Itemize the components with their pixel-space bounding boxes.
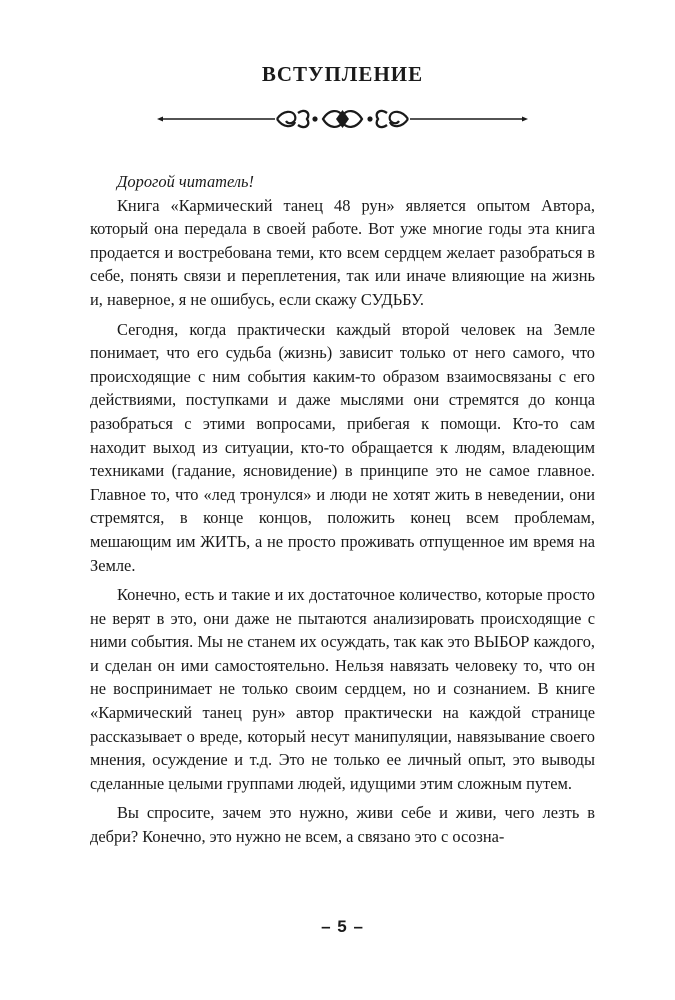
paragraph: Сегодня, когда практически каждый второй человек на Земле понимает, что его судьба (жизнь) зависит только от него самого, что происходящие с ним события каким-то образом взаимосвязаны с его действиями, поступками и даже мыслями они стремятся до конца разобраться с этими вопросами, прибегая к помощи. Кто-то сам находит выход из ситуации, кто-то обращается к людям, владеющим техниками (гадание, ясновидение) в принципе это не самое главное. Главное то, что «лед тронулся» и люди не хотят жить в неведении, они стремятся, в конце концов, положить конец всем проблемам, мешающим им ЖИТЬ, а не просто проживать отпущенное им время на Земле.	[90, 319, 595, 575]
chapter-heading: ВСТУПЛЕНИЕ	[261, 62, 424, 86]
book-page	[90, 0, 595, 1000]
body-text	[90, 170, 595, 855]
flourish-divider-icon	[155, 104, 530, 134]
paragraph: Конечно, есть и такие и их достаточное количество, которые просто не верят в это, они даже не пытаются анализировать происходящие с ними события. Мы не станем их осуждать, так как это ВЫБОР каждого, и сделан он ими самостоятельно. Нельзя навязать человеку то, что он не воспринимает не только своим сердцем, но и сознанием. В книге «Кармический танец рун» автор практически на каждой странице рассказывает о вреде, который несут манипуляции, навязывание своего мнения, осуждение и т.д. Это не только ее личный опыт, это выводы сделанные целыми группами людей, идущими этим сложным путем.	[90, 585, 595, 793]
page-number: – 5 –	[321, 917, 364, 936]
greeting: Дорогой читатель!	[117, 172, 254, 191]
paragraph: Вы спросите, зачем это нужно, живи себе и живи, чего лезть в дебри? Конечно, это нужно не всем, а связано это с осозна-	[90, 803, 595, 847]
paragraph: Книга «Кармический танец 48 рун» является опытом Автора, который она передала в своей работе. Вот уже многие годы эта книга продается и востребована теми, кто всем сердцем желает разобраться в себе, понять связи и переплетения, так или иначе влияющие на жизнь и, наверное, я не ошибусь, если скажу СУДЬБУ.	[90, 195, 595, 309]
